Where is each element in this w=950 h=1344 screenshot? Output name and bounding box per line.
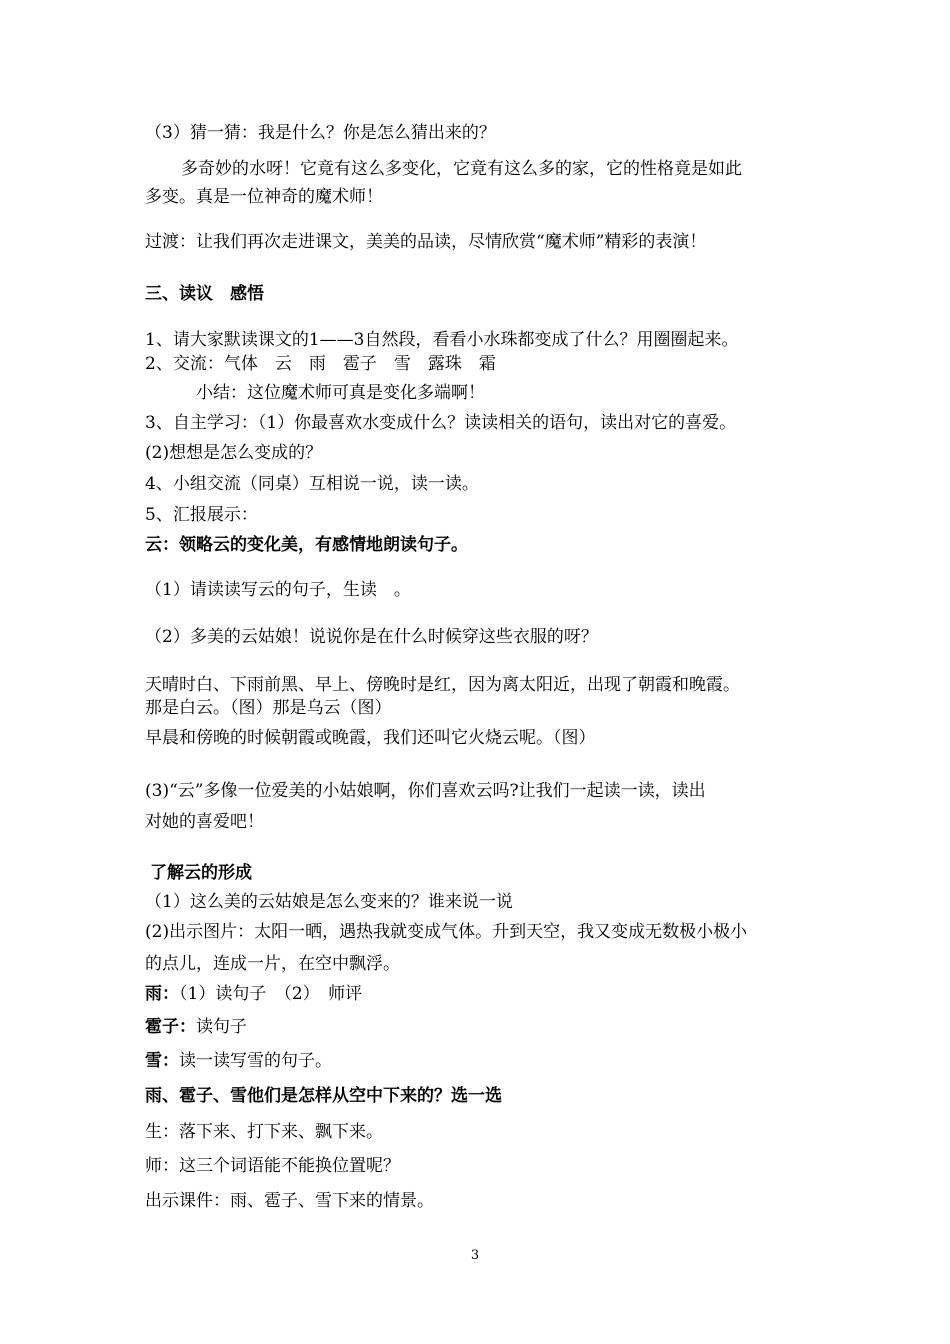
text-line: 5、汇报展示： <box>145 505 258 525</box>
text-line: 生：落下来、打下来、飘下来。 <box>145 1122 383 1142</box>
subsection-heading: 了解云的形成 <box>150 863 252 883</box>
text-line: 4、小组交流（同桌）互相说一说，读一读。 <box>145 474 479 494</box>
rain-text: （1）读句子 （2） 师评 <box>179 984 363 1004</box>
rain-label: 雨： <box>145 984 179 1004</box>
subsection-heading: 雨、雹子、雪他们是怎样从空中下来的？选一选 <box>145 1086 502 1106</box>
section-heading: 三、读议 感悟 <box>145 284 264 304</box>
text-line: 多变。真是一位神奇的魔术师！ <box>145 187 383 207</box>
text-line: 多奇妙的水呀！它竟有这么多变化，它竟有这么多的家，它的性格竟是如此 <box>181 159 742 179</box>
text-line: 早晨和傍晚的时候朝霞或晚霞，我们还叫它火烧云呢。（图） <box>145 728 596 748</box>
page-number: 3 <box>470 1248 480 1263</box>
text-line: 小结：这位魔术师可真是变化多端啊！ <box>196 383 485 403</box>
text-line: 对她的喜爱吧！ <box>145 812 264 832</box>
text-line: 2、交流：气体 云 雨 雹子 雪 露珠 霜 <box>145 354 496 374</box>
hail-label: 雹子： <box>145 1017 196 1037</box>
text-line: （1）请读读写云的句子，生读 。 <box>145 580 411 600</box>
text-line <box>145 1016 247 1038</box>
text-line: （1）这么美的云姑娘是怎么变来的？谁来说一说 <box>145 892 513 912</box>
text-line: 1、请大家默读课文的1——3自然段，看看小水珠都变成了什么？用圈圈起来。 <box>145 330 739 350</box>
subsection-heading: 云：领略云的变化美，有感情地朗读句子。 <box>145 535 468 555</box>
text-line: 出示课件：雨、雹子、雪下来的情景。 <box>145 1191 434 1211</box>
text-line: （3）猜一猜：我是什么？你是怎么猜出来的？ <box>145 123 496 143</box>
text-line <box>145 983 362 1005</box>
text-line: 的点儿，连成一片，在空中飘浮。 <box>145 954 400 974</box>
snow-label: 雪： <box>145 1051 179 1071</box>
text-line: (2)想想是怎么变成的？ <box>145 443 323 463</box>
text-line: （2）多美的云姑娘！说说你是在什么时候穿这些衣服的呀？ <box>145 627 598 647</box>
text-line: 那是白云。（图）那是乌云（图） <box>145 698 392 718</box>
snow-text: 读一读写雪的句子。 <box>179 1051 332 1071</box>
text-line: 师：这三个词语能不能换位置呢？ <box>145 1156 400 1176</box>
hail-text: 读句子 <box>196 1017 247 1037</box>
text-line: 3、自主学习：（1）你最喜欢水变成什么？读读相关的语句，读出对它的喜爱。 <box>145 413 737 433</box>
text-line <box>145 1050 332 1072</box>
text-line: 天晴时白、下雨前黑、早上、傍晚时是红，因为离太阳近，出现了朝霞和晚霞。 <box>145 675 740 695</box>
text-line: (3)“云”多像一位爱美的小姑娘啊，你们喜欢云吗?让我们一起读一读，读出 <box>145 781 706 801</box>
text-line: 过渡：让我们再次走进课文，美美的品读，尽情欣赏“魔术师”精彩的表演！ <box>145 232 707 252</box>
text-line: (2)出示图片：太阳一晒，遇热我就变成气体。升到天空，我又变成无数极小极小 <box>145 922 748 942</box>
